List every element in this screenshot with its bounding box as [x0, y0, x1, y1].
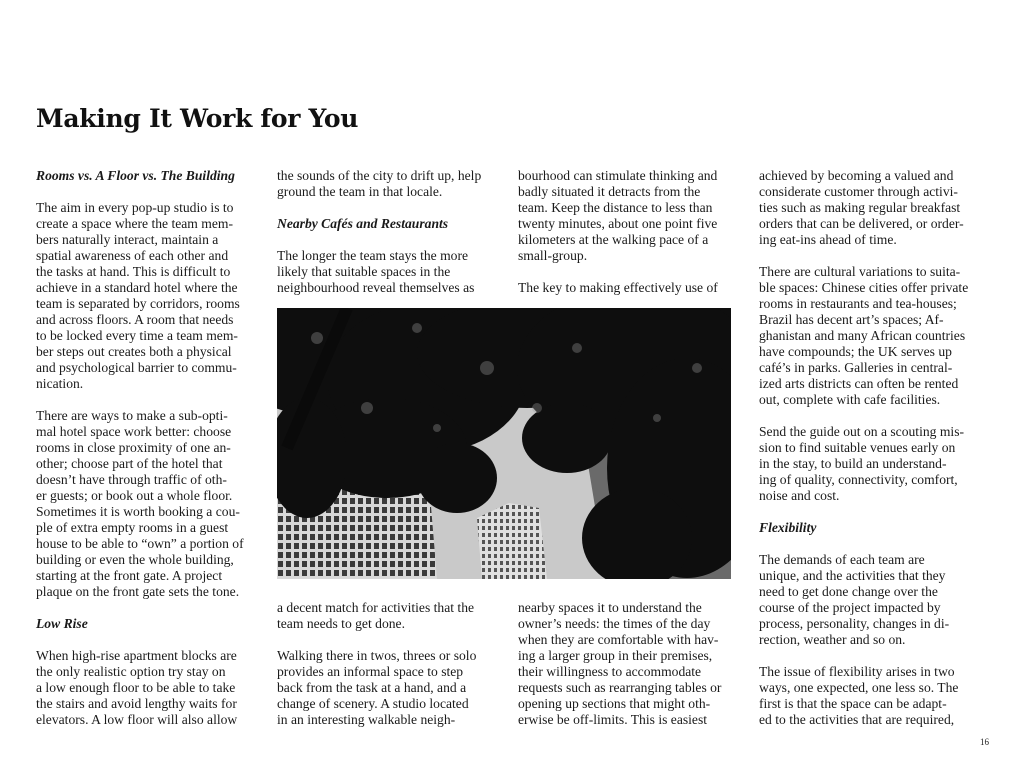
paragraph: [277, 168, 513, 200]
text-line: ple of extra empty rooms in a guest: [36, 520, 229, 535]
text-line: the tasks at hand. This is difficult to: [36, 264, 231, 279]
building-center: [477, 503, 547, 579]
column-3-top: [518, 168, 754, 296]
text-line: twenty minutes, about one point five: [518, 216, 718, 231]
text-line: unique, and the activities that they: [759, 568, 946, 583]
page-number: 16: [980, 737, 989, 747]
text-line: ties such as making regular breakfast: [759, 200, 961, 215]
text-line: Brazil has decent art’s spaces; Af-: [759, 312, 944, 327]
text-line: process, personality, changes in di-: [759, 616, 950, 631]
text-line: team is separated by corridors, rooms: [36, 296, 240, 311]
photo-buildings-trees: [277, 308, 731, 579]
paragraph: [36, 200, 272, 392]
text-line: Send the guide out on a scouting mis-: [759, 424, 965, 439]
paragraph: [759, 552, 995, 648]
page-title: Making It Work for You: [36, 104, 359, 133]
text-line: a decent match for activities that the: [277, 600, 475, 615]
paragraph: [36, 408, 272, 600]
text-line: rection, weather and so on.: [759, 632, 906, 647]
text-line: The aim in every pop-up studio is to: [36, 200, 234, 215]
text-line: and psychological barrier to commu-: [36, 360, 237, 375]
paragraph: [518, 168, 754, 264]
column-2-top: [277, 168, 513, 296]
text-line: provides an informal space to step: [277, 664, 464, 679]
text-line: plaque on the front gate sets the tone.: [36, 584, 240, 599]
text-line: elevators. A low floor will also allow: [36, 712, 238, 727]
text-line: ing of quality, connectivity, comfort,: [759, 472, 958, 487]
text-line: The issue of flexibility arises in two: [759, 664, 955, 679]
text-line: ble spaces: Chinese cities offer private: [759, 280, 969, 295]
text-line: er guests; or book out a whole floor.: [36, 488, 233, 503]
section-heading-cafes: Nearby Cafés and Restaurants: [277, 216, 449, 231]
text-line: noise and cost.: [759, 488, 840, 503]
text-line: likely that suitable spaces in the: [277, 264, 451, 279]
text-line: orders that can be delivered, or order-: [759, 216, 964, 231]
text-line: The key to making effectively use of: [518, 280, 718, 295]
text-line: house to be able to “own” a portion of: [36, 536, 244, 551]
paragraph: [277, 648, 513, 728]
text-line: ing eat-ins ahead of time.: [759, 232, 897, 247]
text-line: team. Keep the distance to less than: [518, 200, 713, 215]
text-line: owner’s needs: the times of the day: [518, 616, 711, 631]
text-line: create a space where the team mem-: [36, 216, 233, 231]
text-line: When high-rise apartment blocks are: [36, 648, 237, 663]
text-line: mal hotel space work better: choose: [36, 424, 232, 439]
text-line: ground the team in that locale.: [277, 184, 443, 199]
paragraph: [518, 600, 754, 728]
text-line: There are cultural variations to suita-: [759, 264, 961, 279]
text-line: requests such as rearranging tables or: [518, 680, 722, 695]
text-line: building or even the whole building,: [36, 552, 234, 567]
text-line: achieve in a standard hotel where the: [36, 280, 238, 295]
text-line: spatial awareness of each other and: [36, 248, 229, 263]
text-line: in an interesting walkable neigh-: [277, 712, 456, 727]
text-line: neighbourhood reveal themselves as: [277, 280, 475, 295]
paragraph: [759, 168, 995, 248]
photo-illustration: [277, 308, 731, 579]
text-line: café’s in parks. Galleries in central-: [759, 360, 953, 375]
text-line: course of the project impacted by: [759, 600, 941, 615]
text-line: in the stay, to build an understand-: [759, 456, 947, 471]
column-3-bottom: [518, 600, 754, 728]
text-line: and across floors. A room that needs: [36, 312, 234, 327]
text-line: badly situated it detracts from the: [518, 184, 701, 199]
text-line: need to get done change over the: [759, 584, 938, 599]
text-line: Sometimes it is worth booking a cou-: [36, 504, 240, 519]
text-line: have compounds; the UK serves up: [759, 344, 952, 359]
text-line: rooms in close proximity of one an-: [36, 440, 231, 455]
text-line: to be locked every time a team mem-: [36, 328, 238, 343]
text-line: small-group.: [518, 248, 588, 263]
paragraph: [759, 664, 995, 728]
text-line: the stairs and avoid lengthy waits for: [36, 696, 237, 711]
text-line: team needs to get done.: [277, 616, 405, 631]
text-line: ed to the activities that are required,: [759, 712, 955, 727]
text-line: The longer the team stays the more: [277, 248, 469, 263]
paragraph: [759, 424, 995, 504]
section-heading-flexibility: Flexibility: [759, 520, 817, 535]
text-line: opening up sections that might oth-: [518, 696, 711, 711]
text-line: Walking there in twos, threes or solo: [277, 648, 477, 663]
text-line: back from the task at a hand, and a: [277, 680, 467, 695]
text-line: achieved by becoming a valued and: [759, 168, 954, 183]
text-line: other; choose part of the hotel that: [36, 456, 223, 471]
text-line: starting at the front gate. A project: [36, 568, 223, 583]
text-line: nication.: [36, 376, 84, 391]
paragraph: [759, 264, 995, 408]
text-line: doesn’t have through traffic of oth-: [36, 472, 227, 487]
text-line: ber steps out creates both a physical: [36, 344, 232, 359]
paragraph: [518, 280, 754, 296]
text-line: bers naturally interact, maintain a: [36, 232, 219, 247]
text-line: kilometers at the walking pace of a: [518, 232, 709, 247]
column-2-bottom: [277, 600, 513, 728]
text-line: ized arts districts can often be rented: [759, 376, 959, 391]
text-line: sion to find suitable venues early on: [759, 440, 956, 455]
text-line: ways, one expected, one less so. The: [759, 680, 959, 695]
text-line: the sounds of the city to drift up, help: [277, 168, 482, 183]
paragraph: [277, 248, 513, 296]
text-line: ghanistan and many African countries: [759, 328, 966, 343]
text-line: the only realistic option try stay on: [36, 664, 226, 679]
text-line: a low enough floor to be able to take: [36, 680, 236, 695]
text-line: bourhood can stimulate thinking and: [518, 168, 718, 183]
text-line: There are ways to make a sub-opti-: [36, 408, 228, 423]
text-line: The demands of each team are: [759, 552, 925, 567]
text-line: rooms in restaurants and tea-houses;: [759, 296, 957, 311]
text-line: when they are comfortable with hav-: [518, 632, 719, 647]
paragraph: [277, 600, 513, 632]
text-line: out, complete with cafe facilities.: [759, 392, 941, 407]
text-line: change of scenery. A studio located: [277, 696, 469, 711]
column-1: [36, 168, 272, 728]
section-heading-low-rise: Low Rise: [36, 616, 88, 631]
text-line: first is that the space can be adapt-: [759, 696, 947, 711]
text-line: considerate customer through activi-: [759, 184, 958, 199]
text-line: erwise be off-limits. This is easiest: [518, 712, 708, 727]
text-line: nearby spaces it to understand the: [518, 600, 702, 615]
column-4: [759, 168, 995, 728]
text-line: their willingness to accommodate: [518, 664, 702, 679]
text-line: ing a larger group in their premises,: [518, 648, 713, 663]
section-heading-rooms: Rooms vs. A Floor vs. The Building: [36, 168, 235, 183]
paragraph: [36, 648, 272, 728]
